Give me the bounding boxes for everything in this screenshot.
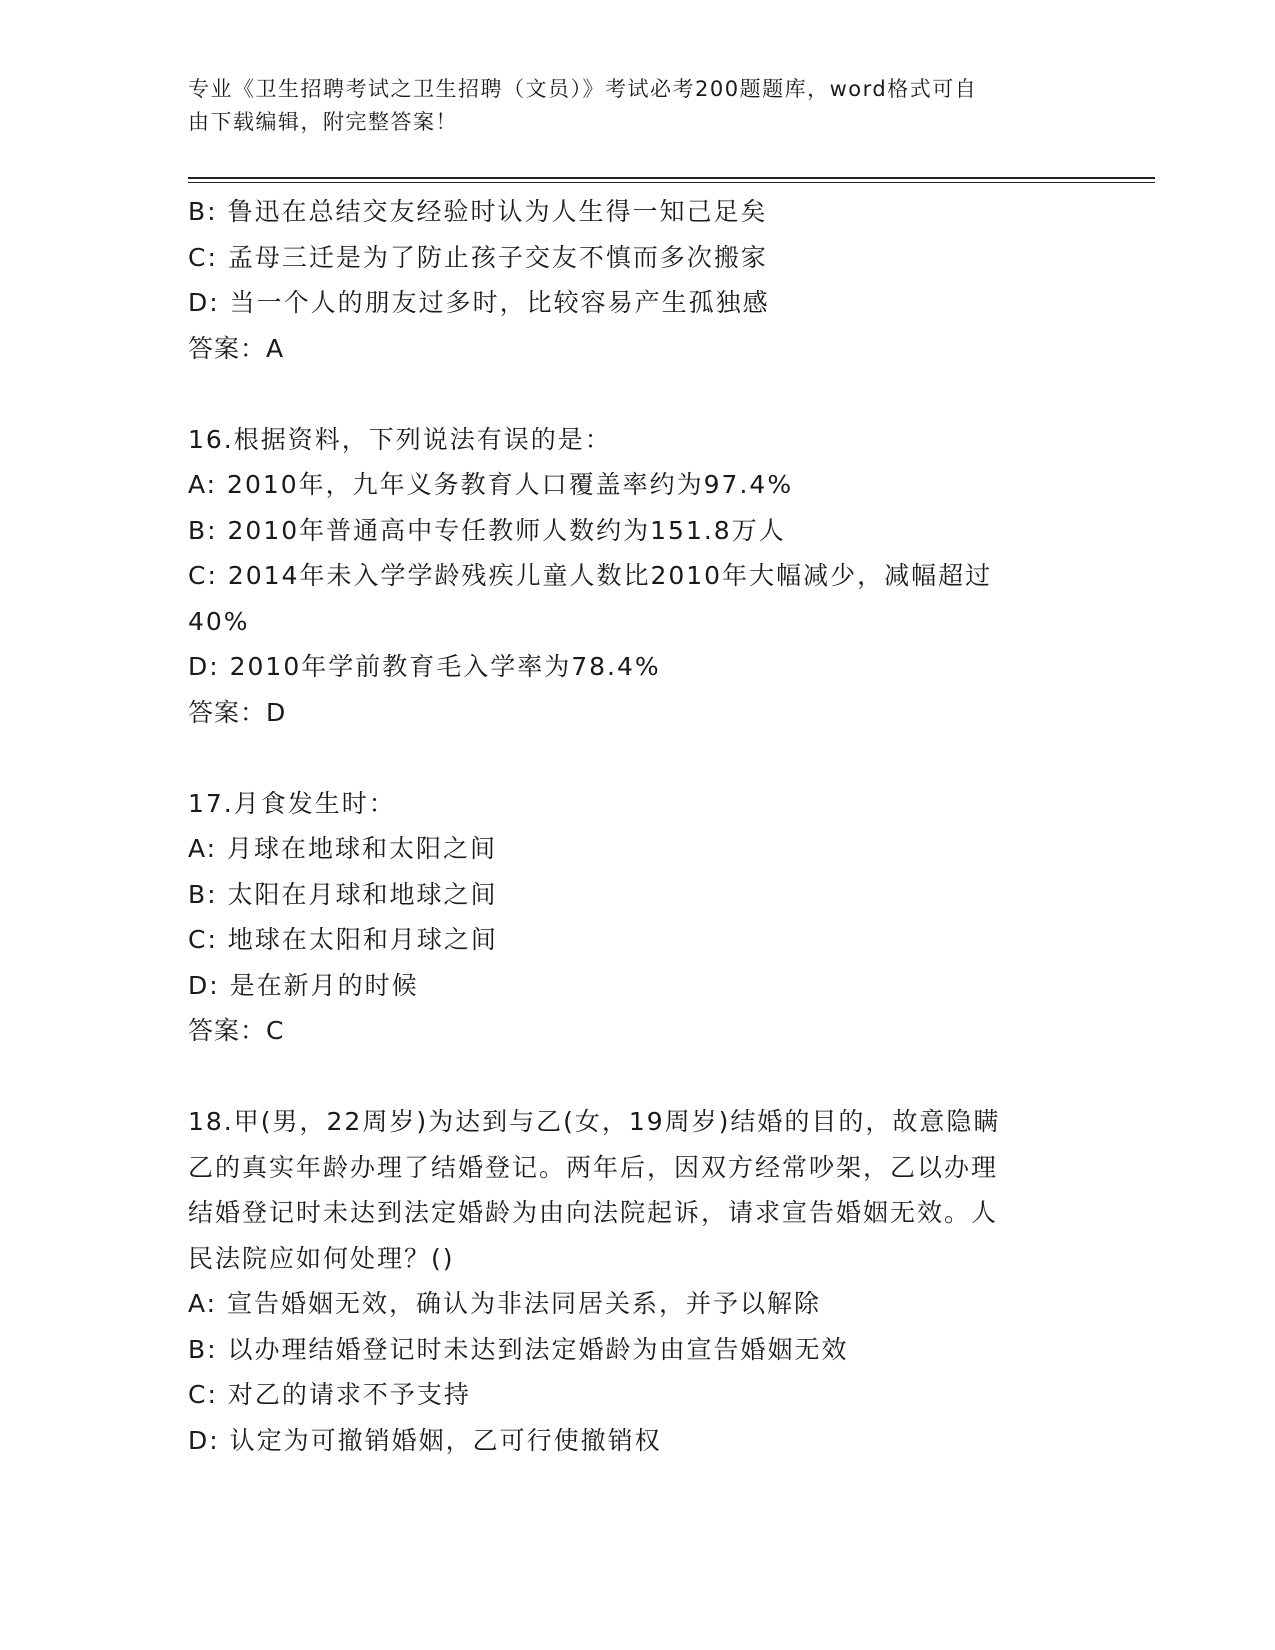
q17-option-d: D: 是在新月的时候 — [188, 970, 419, 1000]
q18-option-c: C: 对乙的请求不予支持 — [188, 1380, 471, 1409]
q18-option-a: A: 宣告婚姻无效，确认为非法同居关系，并予以解除 — [188, 1289, 822, 1318]
q15-answer: 答案：A — [188, 333, 285, 363]
q16-option-a: A: 2010年，九年义务教育人口覆盖率约为97.4% — [188, 470, 794, 499]
q18-option-b: B: 以办理结婚登记时未达到法定婚龄为由宣告婚姻无效 — [188, 1334, 849, 1364]
q16-option-c: C: 2014年未入学学龄残疾儿童人数比2010年大幅减少，减幅超过 — [188, 561, 993, 590]
q16-option-b: B: 2010年普通高中专任教师人数约为151.8万人 — [188, 515, 786, 545]
q16-option-d: D: 2010年学前教育毛入学率为78.4% — [188, 652, 661, 681]
spacer — [188, 371, 1068, 417]
header-rule-thin — [188, 182, 1155, 183]
q17-answer: 答案：C — [188, 1016, 285, 1045]
q17-option-b: B: 太阳在月球和地球之间 — [188, 879, 498, 909]
q15-option-c: C: 孟母三迁是为了防止孩子交友不慎而多次搬家 — [188, 242, 768, 272]
q18-question-line-4: 民法院应如何处理？() — [188, 1243, 455, 1273]
q18-question-line-1: 18.甲(男，22周岁)为达到与乙(女，19周岁)结婚的目的，故意隐瞒 — [188, 1107, 1001, 1136]
header-rule-thick — [188, 177, 1155, 179]
q16-answer: 答案：D — [188, 697, 287, 727]
q17-option-a: A: 月球在地球和太阳之间 — [188, 834, 498, 863]
q18-question-line-2: 乙的真实年龄办理了结婚登记。两年后，因双方经常吵架，乙以办理 — [188, 1152, 999, 1182]
q16-question: 16.根据资料，下列说法有误的是： — [188, 424, 612, 454]
header-line-1: 专业《卫生招聘考试之卫生招聘（文员）》考试必考200题题库，word格式可自 — [188, 77, 978, 101]
q16-option-c-cont: 40% — [188, 606, 250, 636]
q17-option-c: C: 地球在太阳和月球之间 — [188, 925, 498, 954]
document-header — [188, 73, 1068, 139]
q17-question: 17.月食发生时： — [188, 788, 396, 818]
spacer — [188, 735, 1068, 781]
q15-option-b: B: 鲁迅在总结交友经验时认为人生得一知己足矣 — [188, 197, 768, 226]
q15-option-d: D: 当一个人的朋友过多时，比较容易产生孤独感 — [188, 288, 770, 317]
q18-question-line-3: 结婚登记时未达到法定婚龄为由向法院起诉，请求宣告婚姻无效。人 — [188, 1198, 999, 1227]
spacer — [188, 1054, 1068, 1100]
q18-option-d: D: 认定为可撤销婚姻，乙可行使撤销权 — [188, 1425, 662, 1455]
question-list — [188, 189, 1068, 1463]
header-line-2: 由下载编辑，附完整答案！ — [188, 110, 458, 134]
